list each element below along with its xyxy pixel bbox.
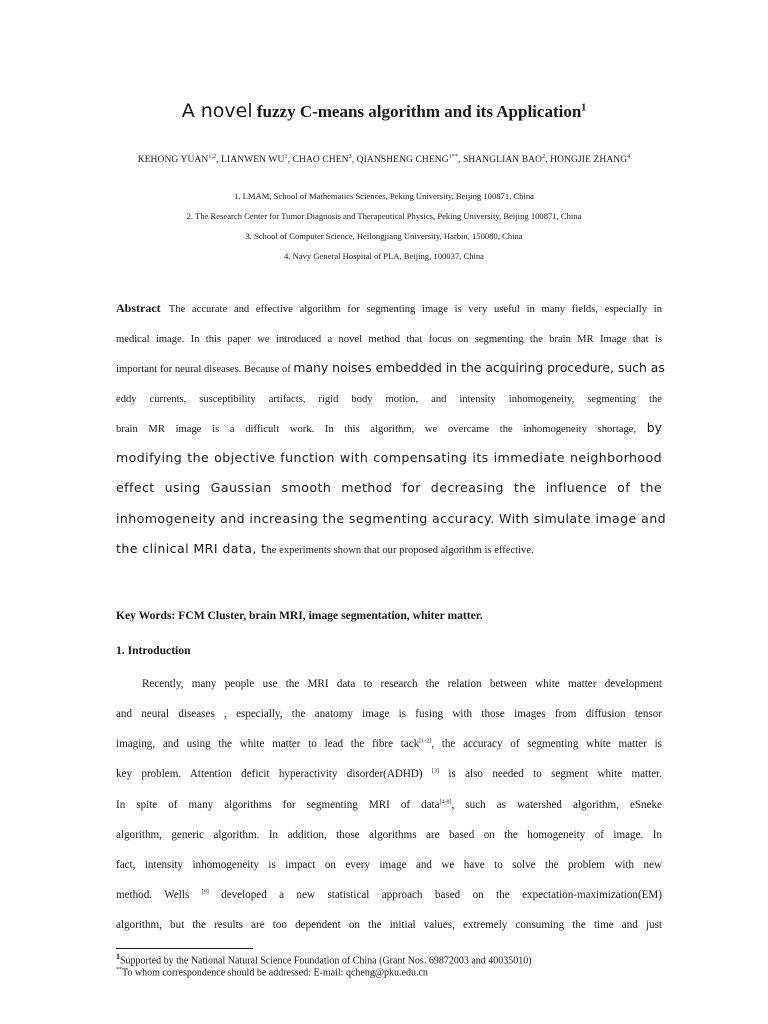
introduction-line [116, 829, 662, 841]
abstract-line [116, 359, 665, 377]
author-affiliation-mark: 4 [627, 154, 631, 160]
introduction-text: is also needed to segment white matter. [438, 768, 662, 780]
introduction-text: Recently, many people use the MRI data to research the relation between white matter development [142, 678, 662, 690]
affiliation-4: 4. Navy General Hospital of PLA, Beijing, 100037, China [283, 251, 484, 261]
abstract-text: the clinical MRI data, t [116, 541, 267, 556]
introduction-text: algorithm, but the results are too dependent on the initial values, extremely consuming the time and just [116, 919, 662, 931]
abstract-line [116, 329, 662, 347]
abstract-text: effect using Gaussian smooth method for decreasing the influence of the [116, 480, 662, 495]
abstract-label: Abstract [116, 301, 161, 315]
citation-ref: [4-8] [439, 799, 452, 806]
abstract-text: eddy currents, susceptibility artifacts, rigid body motion, and intensity inhomogeneity, segmenting the [116, 394, 662, 405]
author-name: LIANWEN WU [221, 155, 285, 166]
footnote-correspondence-text: To whom correspondence should be addressed: E-mail: qcheng@pku.edu.cn [122, 967, 428, 979]
introduction-line [142, 678, 662, 690]
introduction-text: method. Wells [116, 889, 202, 901]
introduction-text: In spite of many algorithms for segmenting MRI of data [116, 799, 440, 811]
author-list: KEHONG YUAN$^{1,2}$, LIANWEN $WU^1$, CHAO CHEN$^3$, QIANSHENG $CHENG^{1**}$, SHANGLIAN BAO$^2$, HONGJIE ZHANG$^4$ [137, 154, 631, 166]
footnote-funding-text: Supported by the National Natural Science Foundation of China (Grant Nos. 69872003 and 40035010) [120, 955, 532, 967]
abstract-line [116, 510, 666, 528]
title-footnote-mark: 1 [581, 102, 587, 114]
abstract-text: The accurate and effective algorithm for segmenting image is very useful in many fields, especially in [168, 304, 663, 315]
abstract-text: inhomogeneity and increasing the segmenting accuracy. With simulate image and [116, 511, 666, 526]
introduction-text: and neural diseases , especially, the anatomy image is fusing with those images from diffusion tensor [116, 708, 662, 720]
introduction-line [116, 708, 662, 720]
introduction-text: algorithm, generic algorithm. In addition, those algorithms are based on the homogeneity of image. In [116, 829, 662, 841]
affiliation-1: 1. LMAM, School of Mathematics Sciences, Peking University, Beijing 100871, China [234, 191, 534, 201]
citation-ref: [1-2] [419, 738, 432, 745]
abstract-line [116, 479, 662, 497]
abstract-text: modifying the objective function with compensating its immediate neighborhood [116, 450, 662, 465]
author-affiliation-mark: 2 [542, 154, 546, 160]
paper-title [0, 100, 768, 122]
introduction-line [116, 919, 662, 931]
section-heading-introduction: 1. Introduction [116, 644, 191, 657]
abstract-line [116, 419, 662, 437]
abstract-line [116, 540, 662, 558]
abstract-text: medical image. In this paper we introduced a novel method that focus on segmenting the brain MR Image that is [116, 334, 662, 345]
title-part-1: A novel [181, 100, 253, 122]
author-name: KEHONG YUAN [137, 155, 209, 166]
abstract-text: many noises embedded in the acquiring procedure, such as [293, 360, 665, 375]
author-affiliation-mark: 3 [348, 154, 352, 160]
introduction-line [116, 799, 662, 811]
introduction-line [116, 889, 662, 901]
affiliation-2: 2. The Research Center for Tumor Diagnosis and Therapeutical Physics, Peking University, Beijing 100871, China [186, 211, 582, 221]
keywords: Key Words: FCM Cluster, brain MRI, image segmentation, whiter matter. [116, 609, 483, 622]
introduction-line [116, 768, 662, 780]
abstract-line [116, 449, 662, 467]
author-name: CHAO CHEN [292, 155, 349, 166]
affiliation-3: 3. School of Computer Science, Heilongjiang University, Harbin, 150080, China [245, 231, 523, 241]
citation-ref: [3] [431, 768, 439, 775]
author-name: HONGJIE ZHANG [550, 155, 628, 166]
abstract-line [116, 299, 662, 317]
citation-ref: [9] [201, 889, 209, 896]
introduction-line [116, 738, 662, 750]
introduction-text: key problem. Attention deficit hyperactivity disorder(ADHD) [116, 768, 432, 780]
introduction-text: developed a new statistical approach based on the expectation-maximization(EM) [208, 889, 662, 901]
footnote-divider [116, 948, 253, 949]
footnote-funding [116, 952, 532, 966]
author-affiliation-mark: 1 [284, 154, 288, 160]
abstract-line [116, 389, 662, 407]
author-affiliation-mark: 1** [448, 154, 458, 160]
abstract-text: important for neural diseases. Because of [116, 364, 294, 375]
author-name: SHANGLIAN BAO [462, 155, 543, 166]
footnote-correspondence-mark: ** [116, 967, 122, 973]
footnote-funding-mark: 1 [116, 952, 120, 961]
author-name: QIANSHENG CHENG [356, 155, 449, 166]
introduction-text: , the accuracy of segmenting white matter is [431, 738, 662, 750]
introduction-text: fact, intensity inhomogeneity is impact on every image and we have to solve the problem with new [116, 859, 662, 871]
introduction-text: imaging, and using the white matter to lead the fibre tack [116, 738, 420, 750]
author-affiliation-mark: 1,2 [208, 154, 217, 160]
abstract-text: by [646, 420, 662, 435]
abstract-text: brain MR image is a difficult work. In this algorithm, we overcame the inhomogeneity shortage, [116, 424, 647, 435]
introduction-line [116, 859, 662, 871]
abstract-text: he experiments shown that our proposed algorithm is effective. [266, 545, 534, 556]
footnote-correspondence [116, 967, 428, 978]
title-part-2: fuzzy C-means algorithm and its Application [256, 102, 582, 121]
introduction-text: , such as watershed algorithm, eSneke [451, 799, 662, 811]
